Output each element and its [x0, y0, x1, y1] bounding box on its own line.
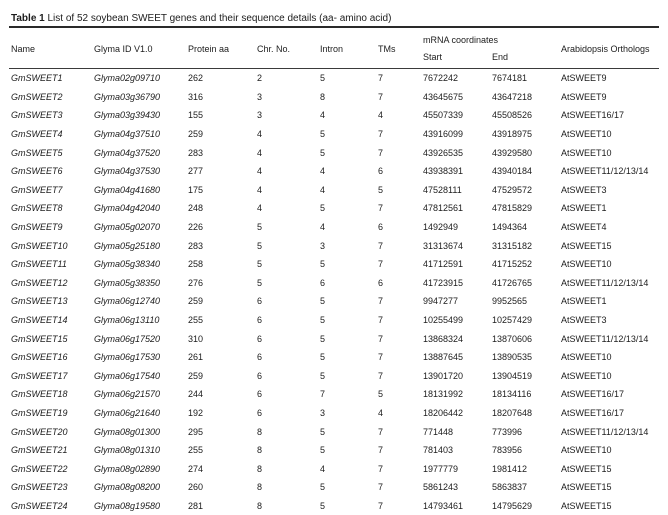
cell-glyma-id: Glyma05g02070: [92, 218, 186, 237]
cell-ortholog: AtSWEET10: [559, 441, 659, 460]
cell-protein-aa: 295: [186, 422, 255, 441]
cell-gene-name: GmSWEET13: [9, 292, 92, 311]
cell-tms: 7: [376, 199, 421, 218]
cell-gene-name: GmSWEET15: [9, 329, 92, 348]
table-row: [9, 125, 659, 144]
table-row: [9, 162, 659, 181]
cell-mrna-end: 31315182: [490, 236, 559, 255]
column-header-arabidopsis-orthologs: Arabidopsis Orthologs: [559, 27, 659, 69]
table-row: [9, 292, 659, 311]
cell-protein-aa: 255: [186, 311, 255, 330]
cell-intron: 5: [318, 329, 376, 348]
cell-glyma-id: Glyma08g08200: [92, 478, 186, 497]
cell-tms: 7: [376, 478, 421, 497]
cell-ortholog: AtSWEET10: [559, 125, 659, 144]
cell-mrna-start: 1977779: [421, 459, 490, 478]
cell-glyma-id: Glyma06g21640: [92, 404, 186, 423]
cell-glyma-id: Glyma04g37520: [92, 143, 186, 162]
cell-gene-name: GmSWEET11: [9, 255, 92, 274]
cell-mrna-end: 43647218: [490, 88, 559, 107]
cell-tms: 4: [376, 404, 421, 423]
table-row: [9, 255, 659, 274]
cell-mrna-start: 18206442: [421, 404, 490, 423]
cell-gene-name: GmSWEET7: [9, 181, 92, 200]
cell-chr-no: 4: [255, 143, 318, 162]
cell-mrna-start: 43938391: [421, 162, 490, 181]
cell-ortholog: AtSWEET15: [559, 478, 659, 497]
cell-ortholog: AtSWEET3: [559, 311, 659, 330]
cell-chr-no: 6: [255, 311, 318, 330]
cell-protein-aa: 259: [186, 367, 255, 386]
cell-tms: 7: [376, 459, 421, 478]
cell-gene-name: GmSWEET21: [9, 441, 92, 460]
cell-glyma-id: Glyma08g19580: [92, 497, 186, 515]
cell-gene-name: GmSWEET16: [9, 348, 92, 367]
cell-ortholog: AtSWEET1: [559, 199, 659, 218]
cell-tms: 7: [376, 143, 421, 162]
cell-ortholog: AtSWEET9: [559, 88, 659, 107]
cell-tms: 7: [376, 329, 421, 348]
cell-chr-no: 6: [255, 385, 318, 404]
cell-mrna-end: 45508526: [490, 106, 559, 125]
cell-gene-name: GmSWEET24: [9, 497, 92, 515]
cell-intron: 6: [318, 274, 376, 293]
cell-protein-aa: 276: [186, 274, 255, 293]
cell-chr-no: 3: [255, 106, 318, 125]
cell-protein-aa: 261: [186, 348, 255, 367]
cell-chr-no: 4: [255, 162, 318, 181]
column-header-intron: Intron: [318, 27, 376, 69]
cell-gene-name: GmSWEET17: [9, 367, 92, 386]
cell-mrna-start: 31313674: [421, 236, 490, 255]
column-header-protein-aa: Protein aa: [186, 27, 255, 69]
cell-mrna-start: 781403: [421, 441, 490, 460]
cell-gene-name: GmSWEET10: [9, 236, 92, 255]
cell-ortholog: AtSWEET11/12/13/14: [559, 422, 659, 441]
table-row: [9, 106, 659, 125]
cell-gene-name: GmSWEET5: [9, 143, 92, 162]
cell-glyma-id: Glyma06g17530: [92, 348, 186, 367]
table-row: [9, 478, 659, 497]
cell-protein-aa: 258: [186, 255, 255, 274]
cell-mrna-end: 773996: [490, 422, 559, 441]
column-header-mrna-coordinates: mRNA coordinates: [421, 27, 559, 50]
cell-intron: 3: [318, 404, 376, 423]
table-row: [9, 385, 659, 404]
cell-chr-no: 8: [255, 441, 318, 460]
cell-chr-no: 5: [255, 274, 318, 293]
cell-intron: 5: [318, 441, 376, 460]
cell-protein-aa: 226: [186, 218, 255, 237]
cell-intron: 5: [318, 199, 376, 218]
cell-mrna-start: 47528111: [421, 181, 490, 200]
cell-mrna-start: 13901720: [421, 367, 490, 386]
cell-mrna-end: 41715252: [490, 255, 559, 274]
column-header-end: End: [490, 50, 559, 69]
cell-intron: 5: [318, 348, 376, 367]
cell-gene-name: GmSWEET4: [9, 125, 92, 144]
cell-mrna-end: 13870606: [490, 329, 559, 348]
cell-intron: 8: [318, 88, 376, 107]
cell-mrna-end: 47815829: [490, 199, 559, 218]
cell-tms: 7: [376, 441, 421, 460]
cell-chr-no: 4: [255, 125, 318, 144]
cell-glyma-id: Glyma05g38340: [92, 255, 186, 274]
cell-intron: 3: [318, 236, 376, 255]
cell-mrna-start: 43916099: [421, 125, 490, 144]
cell-protein-aa: 281: [186, 497, 255, 515]
cell-mrna-start: 7672242: [421, 69, 490, 88]
cell-protein-aa: 255: [186, 441, 255, 460]
cell-mrna-start: 45507339: [421, 106, 490, 125]
table-row: [9, 69, 659, 88]
cell-ortholog: AtSWEET10: [559, 367, 659, 386]
table-caption-label: Table 1: [11, 13, 45, 24]
cell-protein-aa: 316: [186, 88, 255, 107]
cell-glyma-id: Glyma04g41680: [92, 181, 186, 200]
cell-tms: 7: [376, 348, 421, 367]
cell-tms: 7: [376, 236, 421, 255]
cell-glyma-id: Glyma03g36790: [92, 88, 186, 107]
cell-glyma-id: Glyma04g37530: [92, 162, 186, 181]
column-header-glyma-id: Glyma ID V1.0: [92, 27, 186, 69]
cell-gene-name: GmSWEET23: [9, 478, 92, 497]
table-row: [9, 88, 659, 107]
cell-ortholog: AtSWEET11/12/13/14: [559, 162, 659, 181]
cell-ortholog: AtSWEET16/17: [559, 385, 659, 404]
cell-mrna-start: 41712591: [421, 255, 490, 274]
table-row: [9, 404, 659, 423]
table-caption-text: List of 52 soybean SWEET genes and their sequence details (aa- amino acid): [45, 13, 392, 24]
cell-mrna-start: 43645675: [421, 88, 490, 107]
cell-mrna-end: 43929580: [490, 143, 559, 162]
cell-intron: 5: [318, 143, 376, 162]
cell-gene-name: GmSWEET12: [9, 274, 92, 293]
cell-gene-name: GmSWEET8: [9, 199, 92, 218]
cell-mrna-end: 13890535: [490, 348, 559, 367]
cell-glyma-id: Glyma08g01310: [92, 441, 186, 460]
cell-intron: 5: [318, 497, 376, 515]
cell-mrna-end: 41726765: [490, 274, 559, 293]
cell-gene-name: GmSWEET6: [9, 162, 92, 181]
cell-mrna-end: 13904519: [490, 367, 559, 386]
cell-gene-name: GmSWEET9: [9, 218, 92, 237]
cell-protein-aa: 248: [186, 199, 255, 218]
cell-mrna-end: 5863837: [490, 478, 559, 497]
cell-chr-no: 6: [255, 404, 318, 423]
cell-gene-name: GmSWEET3: [9, 106, 92, 125]
cell-chr-no: 6: [255, 367, 318, 386]
gene-table: [9, 26, 659, 515]
cell-chr-no: 8: [255, 497, 318, 515]
cell-protein-aa: 259: [186, 125, 255, 144]
cell-ortholog: AtSWEET16/17: [559, 404, 659, 423]
cell-tms: 6: [376, 218, 421, 237]
cell-ortholog: AtSWEET9: [559, 69, 659, 88]
cell-chr-no: 5: [255, 218, 318, 237]
cell-glyma-id: Glyma04g37510: [92, 125, 186, 144]
column-header-tms: TMs: [376, 27, 421, 69]
cell-mrna-start: 47812561: [421, 199, 490, 218]
cell-glyma-id: Glyma06g17520: [92, 329, 186, 348]
cell-tms: 7: [376, 311, 421, 330]
cell-mrna-start: 13887645: [421, 348, 490, 367]
cell-tms: 7: [376, 69, 421, 88]
table-row: [9, 181, 659, 200]
cell-mrna-end: 43940184: [490, 162, 559, 181]
cell-ortholog: AtSWEET4: [559, 218, 659, 237]
table-row: [9, 348, 659, 367]
cell-mrna-start: 5861243: [421, 478, 490, 497]
cell-gene-name: GmSWEET19: [9, 404, 92, 423]
cell-tms: 6: [376, 274, 421, 293]
cell-chr-no: 2: [255, 69, 318, 88]
cell-mrna-start: 14793461: [421, 497, 490, 515]
cell-mrna-start: 18131992: [421, 385, 490, 404]
cell-protein-aa: 310: [186, 329, 255, 348]
cell-protein-aa: 274: [186, 459, 255, 478]
cell-mrna-end: 14795629: [490, 497, 559, 515]
cell-glyma-id: Glyma02g09710: [92, 69, 186, 88]
cell-gene-name: GmSWEET22: [9, 459, 92, 478]
cell-intron: 7: [318, 385, 376, 404]
cell-intron: 5: [318, 478, 376, 497]
table-row: [9, 199, 659, 218]
cell-intron: 5: [318, 311, 376, 330]
cell-mrna-start: 1492949: [421, 218, 490, 237]
cell-ortholog: AtSWEET3: [559, 181, 659, 200]
cell-glyma-id: Glyma06g21570: [92, 385, 186, 404]
cell-tms: 7: [376, 422, 421, 441]
cell-ortholog: AtSWEET16/17: [559, 106, 659, 125]
table-row: [9, 441, 659, 460]
column-header-start: Start: [421, 50, 490, 69]
table-row: [9, 329, 659, 348]
table-row: [9, 422, 659, 441]
column-header-name: Name: [9, 27, 92, 69]
cell-glyma-id: Glyma06g12740: [92, 292, 186, 311]
cell-glyma-id: Glyma08g01300: [92, 422, 186, 441]
cell-protein-aa: 277: [186, 162, 255, 181]
cell-chr-no: 5: [255, 255, 318, 274]
table-row: [9, 218, 659, 237]
cell-glyma-id: Glyma08g02890: [92, 459, 186, 478]
cell-intron: 4: [318, 181, 376, 200]
cell-chr-no: 8: [255, 478, 318, 497]
cell-mrna-start: 41723915: [421, 274, 490, 293]
cell-tms: 7: [376, 292, 421, 311]
cell-chr-no: 6: [255, 329, 318, 348]
cell-glyma-id: Glyma05g25180: [92, 236, 186, 255]
cell-chr-no: 8: [255, 459, 318, 478]
cell-intron: 4: [318, 459, 376, 478]
cell-gene-name: GmSWEET1: [9, 69, 92, 88]
cell-ortholog: AtSWEET10: [559, 255, 659, 274]
cell-mrna-start: 9947277: [421, 292, 490, 311]
table-row: [9, 459, 659, 478]
cell-mrna-end: 1981412: [490, 459, 559, 478]
table-header: [9, 27, 659, 69]
cell-glyma-id: Glyma05g38350: [92, 274, 186, 293]
cell-tms: 7: [376, 367, 421, 386]
cell-intron: 5: [318, 125, 376, 144]
cell-protein-aa: 283: [186, 143, 255, 162]
cell-gene-name: GmSWEET18: [9, 385, 92, 404]
cell-mrna-start: 771448: [421, 422, 490, 441]
cell-glyma-id: Glyma03g39430: [92, 106, 186, 125]
cell-intron: 4: [318, 162, 376, 181]
cell-chr-no: 3: [255, 88, 318, 107]
cell-ortholog: AtSWEET1: [559, 292, 659, 311]
cell-intron: 5: [318, 69, 376, 88]
cell-ortholog: AtSWEET10: [559, 143, 659, 162]
cell-ortholog: AtSWEET15: [559, 459, 659, 478]
cell-protein-aa: 175: [186, 181, 255, 200]
cell-mrna-start: 13868324: [421, 329, 490, 348]
cell-mrna-start: 43926535: [421, 143, 490, 162]
cell-mrna-end: 783956: [490, 441, 559, 460]
table-row: [9, 497, 659, 515]
cell-mrna-end: 43918975: [490, 125, 559, 144]
cell-protein-aa: 192: [186, 404, 255, 423]
cell-intron: 4: [318, 218, 376, 237]
cell-glyma-id: Glyma04g42040: [92, 199, 186, 218]
cell-mrna-end: 1494364: [490, 218, 559, 237]
cell-chr-no: 6: [255, 348, 318, 367]
cell-tms: 7: [376, 88, 421, 107]
cell-protein-aa: 262: [186, 69, 255, 88]
cell-tms: 5: [376, 385, 421, 404]
cell-tms: 7: [376, 497, 421, 515]
cell-mrna-end: 7674181: [490, 69, 559, 88]
cell-intron: 5: [318, 292, 376, 311]
cell-intron: 5: [318, 367, 376, 386]
table-body: [9, 69, 659, 515]
cell-mrna-end: 18134116: [490, 385, 559, 404]
cell-tms: 6: [376, 162, 421, 181]
cell-chr-no: 6: [255, 292, 318, 311]
cell-glyma-id: Glyma06g17540: [92, 367, 186, 386]
cell-intron: 5: [318, 422, 376, 441]
cell-mrna-end: 18207648: [490, 404, 559, 423]
table-row: [9, 367, 659, 386]
cell-mrna-end: 10257429: [490, 311, 559, 330]
cell-tms: 7: [376, 255, 421, 274]
table-header-row-main: [9, 27, 659, 50]
cell-intron: 5: [318, 255, 376, 274]
cell-ortholog: AtSWEET15: [559, 497, 659, 515]
cell-gene-name: GmSWEET2: [9, 88, 92, 107]
cell-tms: 5: [376, 181, 421, 200]
cell-protein-aa: 155: [186, 106, 255, 125]
cell-gene-name: GmSWEET14: [9, 311, 92, 330]
table-caption: [9, 0, 659, 24]
cell-protein-aa: 244: [186, 385, 255, 404]
cell-ortholog: AtSWEET11/12/13/14: [559, 329, 659, 348]
cell-chr-no: 8: [255, 422, 318, 441]
cell-mrna-start: 10255499: [421, 311, 490, 330]
cell-protein-aa: 260: [186, 478, 255, 497]
cell-mrna-end: 47529572: [490, 181, 559, 200]
cell-tms: 7: [376, 125, 421, 144]
cell-protein-aa: 283: [186, 236, 255, 255]
cell-ortholog: AtSWEET10: [559, 348, 659, 367]
cell-intron: 4: [318, 106, 376, 125]
cell-chr-no: 5: [255, 236, 318, 255]
table-row: [9, 274, 659, 293]
column-header-chr-no: Chr. No.: [255, 27, 318, 69]
table-row: [9, 236, 659, 255]
cell-gene-name: GmSWEET20: [9, 422, 92, 441]
cell-ortholog: AtSWEET11/12/13/14: [559, 274, 659, 293]
cell-chr-no: 4: [255, 199, 318, 218]
cell-glyma-id: Glyma06g13110: [92, 311, 186, 330]
cell-chr-no: 4: [255, 181, 318, 200]
cell-tms: 4: [376, 106, 421, 125]
table-row: [9, 143, 659, 162]
cell-protein-aa: 259: [186, 292, 255, 311]
table-row: [9, 311, 659, 330]
cell-ortholog: AtSWEET15: [559, 236, 659, 255]
cell-mrna-end: 9952565: [490, 292, 559, 311]
